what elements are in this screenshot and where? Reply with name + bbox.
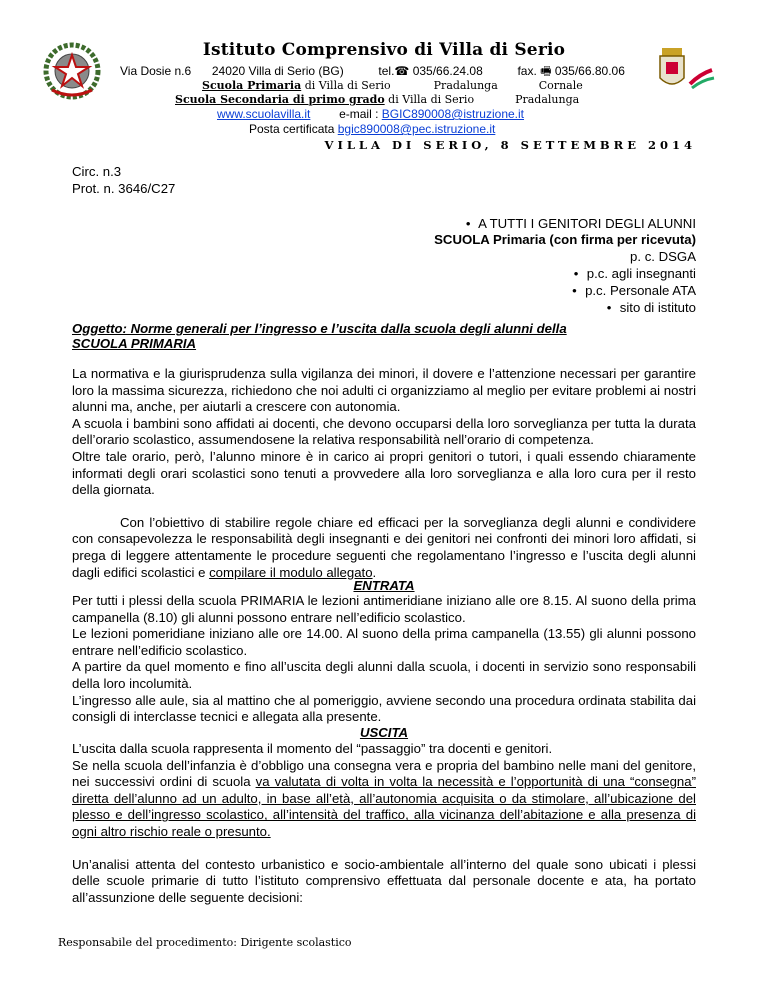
primary-school-line	[202, 79, 583, 92]
subject-line-1: Oggetto: Norme generali per l’ingresso e l’uscita dalla scuola degli alunni della	[72, 321, 567, 336]
primary-site-pradalunga: Pradalunga	[433, 79, 498, 92]
website-link[interactable]: www.scuolavilla.it	[217, 107, 311, 121]
recipient-website	[602, 300, 696, 317]
entrata-paragraph-3: A partire da quel momento e fino all’uscita degli alunni dalla scuola, i docenti in servizio sono responsabili della loro incolumità.	[72, 659, 696, 691]
school-name: Istituto Comprensivo di Villa di Serio	[202, 40, 566, 60]
fax-icon: 🖷	[540, 64, 552, 78]
subject-line-2: SCUOLA PRIMARIA	[72, 336, 197, 351]
intro-paragraph-4	[72, 515, 696, 581]
primary-school-location: di Villa di Serio	[301, 79, 391, 92]
recipient-primary-school: SCUOLA Primaria (con firma per ricevuta)	[434, 232, 696, 247]
phone-icon: ☎	[394, 64, 410, 78]
intro-paragraph-3: Oltre tale orario, però, l’alunno minore è in carico ai propri genitori o tutori, i quali essendo chiaramente informati degli orari scolastici sono tenuti a provvedere alla loro sorveglianza e alla loro cura per il resto della giornata.	[72, 448, 696, 498]
primary-site-cornale: Cornale	[538, 79, 583, 92]
pec-line	[249, 122, 495, 136]
bullet-icon: •	[572, 283, 577, 298]
uscita-underlined-text: va valutata di volta in volta la necessità e l’opportunità di una “consegna” diretta dell’alunno ad un adulto, in base all’età, all’autonomia acquisita o da stimolare, all’ubicazione del plesso e dell’ingresso scolastico, all’intensità del traffico, alla vicinanza dell’abitazione e alla presenza di ogni altro rischio reale o presunto.	[72, 774, 696, 839]
uscita-paragraph-2	[72, 758, 696, 841]
web-email-line	[217, 107, 524, 121]
recipient-teachers-text: p.c. agli insegnanti	[586, 266, 696, 281]
place-date: VILLA DI SERIO, 8 SETTEMBRE 2014	[324, 138, 696, 152]
secondary-school-line	[175, 93, 579, 106]
entrata-paragraph-4: L’ingresso alle aule, sia al mattino che al pomeriggio, avviene secondo una procedura ordinata stabilita dai consigli di interclasse tecnici e allegata alla presente.	[72, 692, 696, 725]
bullet-icon: •	[573, 266, 579, 281]
bullet-icon: •	[465, 216, 471, 231]
circular-number: Circ. n.3	[72, 164, 122, 179]
footer-responsible: Responsabile del procedimento: Dirigente scolastico	[58, 936, 352, 949]
recipient-dsga: p. c. DSGA	[630, 249, 696, 264]
uscita-heading: USCITA	[359, 725, 409, 740]
tel-label: tel.	[378, 64, 395, 78]
city: 24020 Villa di Serio (BG)	[211, 64, 344, 78]
subject-heading	[72, 321, 696, 351]
intro-paragraph-4-end: .	[372, 564, 377, 580]
recipient-teachers	[569, 266, 696, 283]
email-label: e-mail :	[339, 107, 382, 121]
phone-number: 035/66.24.08	[412, 64, 483, 78]
uscita-paragraph-3: Un’analisi attenta del contesto urbanistico e socio-ambientale all’interno del quale sono ubicati i plessi delle scuole primarie di tutto l’istituto comprensivo effettuata dal personale docente e ata, ha portato all’assunzione delle seguente decisioni:	[72, 856, 696, 905]
uscita-paragraph-1: L’uscita dalla scuola rappresenta il momento del “passaggio” tra docenti e genitori.	[72, 741, 553, 756]
bullet-icon: •	[606, 300, 612, 315]
fax-label: fax.	[517, 64, 537, 78]
uscita-paragraph-2-text: Se nella scuola dell’infanzia è d’obbligo una consegna vera e propria del bambino nelle mani del genitore, nei successivi ordini di scuola	[72, 757, 696, 790]
primary-school-label: Scuola Primaria	[202, 79, 302, 92]
address: Via Dosie n.6	[120, 64, 192, 78]
pec-label: Posta certificata	[249, 122, 338, 136]
protocol-number: Prot. n. 3646/C27	[72, 181, 176, 196]
entrata-block	[72, 593, 696, 726]
secondary-school-location: di Villa di Serio	[384, 93, 475, 106]
intro-paragraph-2: A scuola i bambini sono affidati ai docenti, che devono occuparsi della loro sorveglianza per tutta la durata dell’orario scolastico, assumendosene la relativa responsabilità nell’orario di competenza.	[72, 415, 696, 448]
entrata-heading: ENTRATA	[353, 578, 415, 593]
secondary-school-label: Scuola Secondaria di primo grado	[175, 93, 385, 106]
entrata-paragraph-2: Le lezioni pomeridiane iniziano alle ore 14.00. Al suono della prima campanella (13.55) gli alunni possono entrare nell’edificio scolastico.	[72, 626, 696, 658]
recipient-ata	[567, 283, 696, 300]
intro-paragraph-4-text: Con l’obiettivo di stabilire regole chiare ed efficaci per la sorveglianza degli alunni e condividere con consapevolezza le responsabilità degli insegnanti e dei genitori nei confronti dei minori loro affidati, si prega di leggere attentamente le procedure seguenti che regolamentano l’ingresso e l’uscita degli alunni dagli edifici scolastici e	[72, 514, 696, 580]
entrata-paragraph-1: Per tutti i plessi della scuola PRIMARIA le lezioni antimeridiane iniziano alle ore 8.15. Al suono della prima campanella (8.10) gli alunni possono entrare nell’edificio scolastico.	[72, 593, 696, 625]
intro-block	[72, 366, 696, 581]
secondary-site-pradalunga: Pradalunga	[515, 93, 580, 106]
recipient-parents-text: A TUTTI I GENITORI DEGLI ALUNNI	[478, 216, 696, 231]
pec-link[interactable]: bgic890008@pec.istruzione.it	[337, 122, 496, 136]
uscita-block	[72, 741, 696, 906]
fax-number: 035/66.80.06	[554, 64, 625, 78]
recipient-ata-text: p.c. Personale ATA	[585, 283, 696, 298]
recipient-website-text: sito di istituto	[619, 300, 696, 315]
form-instruction: compilare il modulo allegato	[209, 564, 373, 580]
recipient-parents	[461, 216, 696, 233]
email-link[interactable]: BGIC890008@istruzione.it	[381, 107, 525, 121]
intro-paragraph-1: La normativa e la giurisprudenza sulla vigilanza dei minori, il dovere e l’attenzione necessari per garantire loro la massima sicurezza, richiedono che noi adulti ci organizziamo al meglio per evitare problemi ai nostri alunni ma, anche, per aiutarli a crescere con autonomia.	[72, 366, 696, 415]
